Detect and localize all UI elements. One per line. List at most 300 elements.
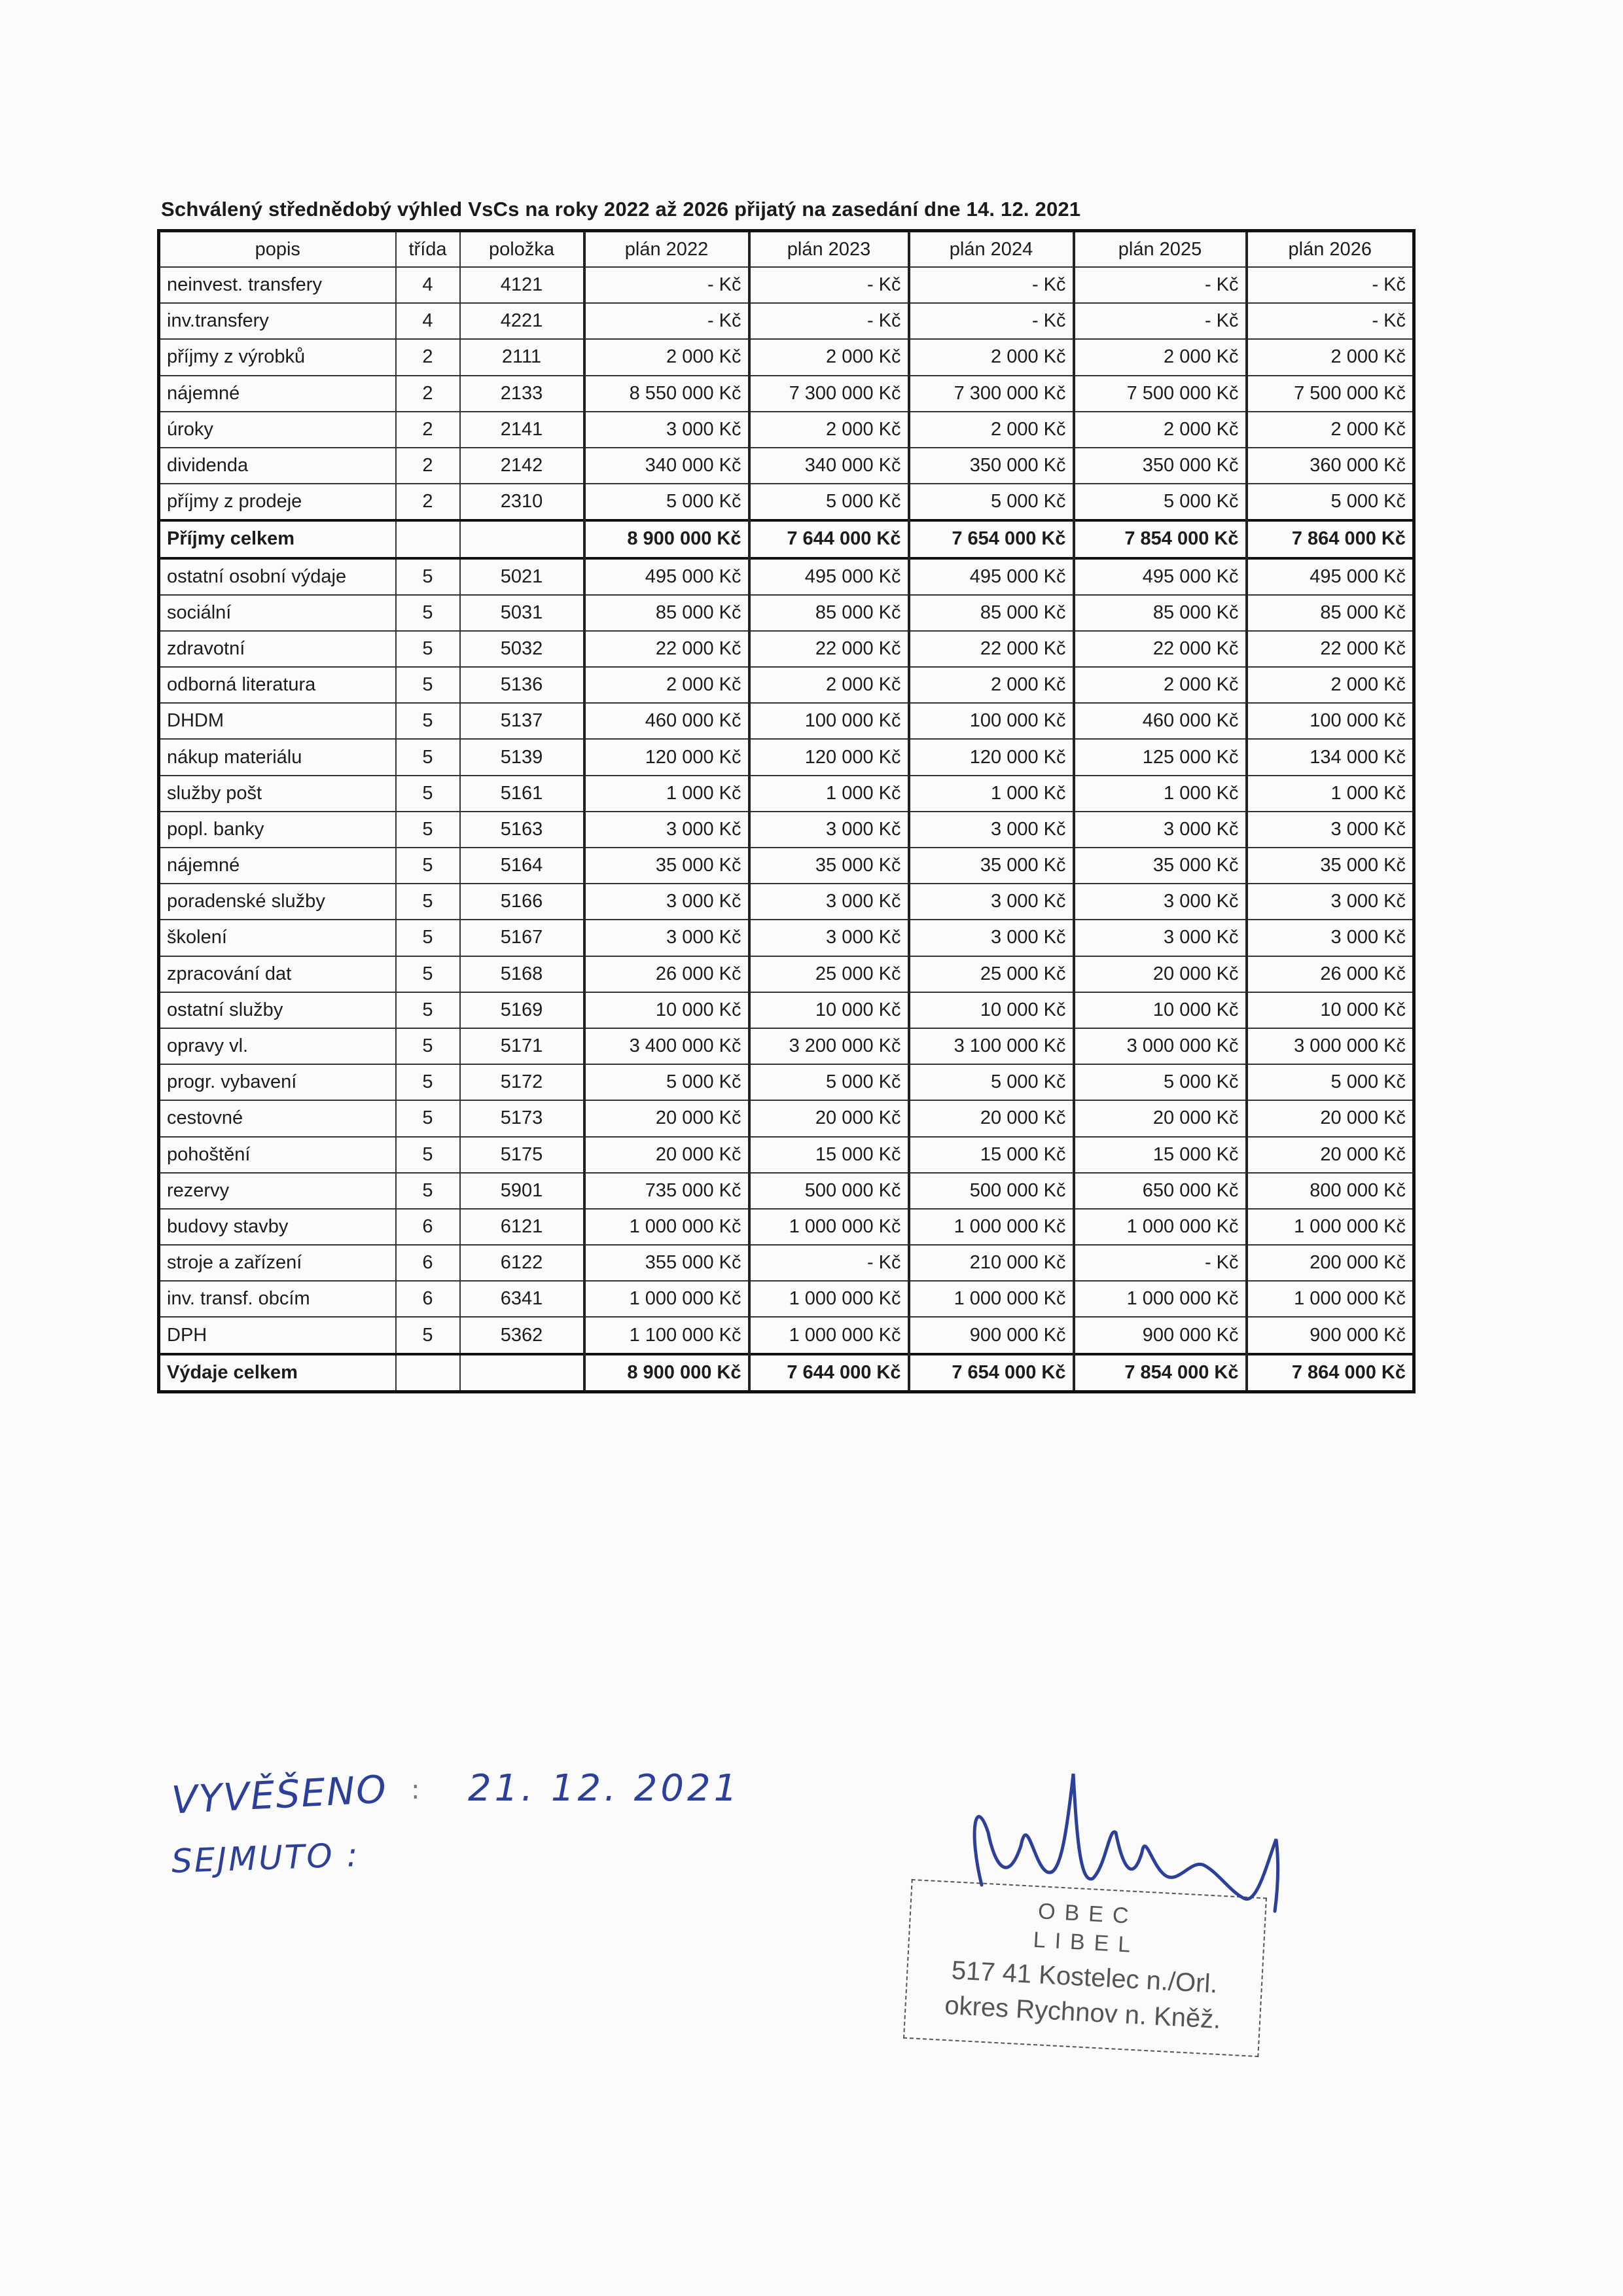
cell-plan-2026: 7 864 000 Kč [1247,1354,1414,1392]
cell-trida: 5 [396,848,460,884]
cell-plan-2024: 7 300 000 Kč [909,376,1074,412]
cell-trida: 2 [396,412,460,448]
cell-plan-2023: 22 000 Kč [749,631,909,667]
header-plan-2022: plán 2022 [584,231,749,268]
cell-plan-2026: 3 000 Kč [1247,884,1414,920]
cell-plan-2024: - Kč [909,303,1074,339]
cell-plan-2024: 7 654 000 Kč [909,520,1074,558]
cell-plan-2022: 1 100 000 Kč [584,1317,749,1354]
header-plan-2025: plán 2025 [1074,231,1247,268]
cell-popis: DPH [159,1317,396,1354]
cell-popis: odborná literatura [159,667,396,703]
cell-popis: příjmy z prodeje [159,484,396,520]
cell-trida: 5 [396,776,460,812]
header-popis: popis [159,231,396,268]
cell-plan-2026: 900 000 Kč [1247,1317,1414,1354]
cell-trida: 5 [396,1028,460,1064]
cell-plan-2024: 350 000 Kč [909,448,1074,484]
cell-plan-2023: 3 000 Kč [749,812,909,848]
cell-plan-2025: - Kč [1074,267,1247,303]
cell-polozka: 5173 [460,1100,584,1136]
cell-polozka: 5175 [460,1137,584,1173]
cell-trida: 5 [396,595,460,631]
cell-plan-2025: 2 000 Kč [1074,667,1247,703]
table-row [159,303,1414,339]
cell-trida: 5 [396,812,460,848]
cell-plan-2026: - Kč [1247,303,1414,339]
cell-plan-2023: 7 644 000 Kč [749,520,909,558]
table-row [159,595,1414,631]
cell-trida: 4 [396,303,460,339]
cell-plan-2023: 500 000 Kč [749,1173,909,1209]
cell-polozka: 5021 [460,558,584,595]
cell-plan-2025: 1 000 000 Kč [1074,1209,1247,1245]
cell-popis: nákup materiálu [159,739,396,775]
cell-polozka: 5137 [460,703,584,739]
cell-plan-2023: 2 000 Kč [749,339,909,375]
cell-popis: neinvest. transfery [159,267,396,303]
table-row [159,558,1414,595]
cell-plan-2026: - Kč [1247,267,1414,303]
cell-polozka: 5164 [460,848,584,884]
cell-popis: nájemné [159,848,396,884]
cell-plan-2022: 3 000 Kč [584,412,749,448]
handwritten-removed-label: SEJMUTO : [171,1836,361,1880]
cell-plan-2023: 7 300 000 Kč [749,376,909,412]
cell-plan-2024: 3 000 Kč [909,812,1074,848]
cell-plan-2026: 3 000 Kč [1247,812,1414,848]
cell-trida: 5 [396,1100,460,1136]
cell-popis: dividenda [159,448,396,484]
table-row [159,884,1414,920]
cell-plan-2025: 35 000 Kč [1074,848,1247,884]
cell-polozka: 5362 [460,1317,584,1354]
cell-plan-2025: 1 000 Kč [1074,776,1247,812]
cell-plan-2026: 35 000 Kč [1247,848,1414,884]
stamp-line-3: 517 41 Kostelec n./Orl. [950,1956,1219,1999]
cell-trida: 2 [396,448,460,484]
cell-plan-2022: 8 900 000 Kč [584,1354,749,1392]
cell-plan-2026: 800 000 Kč [1247,1173,1414,1209]
cell-plan-2025: 7 854 000 Kč [1074,520,1247,558]
cell-plan-2025: 85 000 Kč [1074,595,1247,631]
table-row [159,448,1414,484]
table-row [159,339,1414,375]
cell-plan-2024: 25 000 Kč [909,956,1074,992]
cell-plan-2024: 900 000 Kč [909,1317,1074,1354]
cell-plan-2022: 10 000 Kč [584,992,749,1028]
cell-plan-2025: 5 000 Kč [1074,1064,1247,1100]
cell-polozka: 5167 [460,920,584,956]
cell-trida: 4 [396,267,460,303]
handwritten-verified-label: VYVĚŠENO [170,1767,389,1823]
table-row [159,703,1414,739]
total-row [159,1354,1414,1392]
cell-plan-2025: 7 500 000 Kč [1074,376,1247,412]
cell-popis: budovy stavby [159,1209,396,1245]
cell-polozka: 2133 [460,376,584,412]
cell-polozka: 5169 [460,992,584,1028]
table-row [159,667,1414,703]
cell-popis: sociální [159,595,396,631]
cell-plan-2024: 100 000 Kč [909,703,1074,739]
cell-plan-2023: 10 000 Kč [749,992,909,1028]
cell-plan-2026: 360 000 Kč [1247,448,1414,484]
cell-plan-2022: 460 000 Kč [584,703,749,739]
cell-plan-2023: - Kč [749,267,909,303]
table-row [159,484,1414,520]
cell-popis: poradenské služby [159,884,396,920]
cell-plan-2026: 3 000 000 Kč [1247,1028,1414,1064]
cell-plan-2022: 3 400 000 Kč [584,1028,749,1064]
cell-plan-2022: 2 000 Kč [584,339,749,375]
header-trida: třída [396,231,460,268]
table-row [159,739,1414,775]
cell-plan-2025: 2 000 Kč [1074,412,1247,448]
cell-plan-2023: 2 000 Kč [749,412,909,448]
cell-plan-2023: 35 000 Kč [749,848,909,884]
header-plan-2026: plán 2026 [1247,231,1414,268]
cell-plan-2023: 7 644 000 Kč [749,1354,909,1392]
cell-plan-2022: 5 000 Kč [584,484,749,520]
cell-plan-2025: 10 000 Kč [1074,992,1247,1028]
cell-popis: opravy vl. [159,1028,396,1064]
cell-polozka: 6341 [460,1281,584,1317]
cell-polozka: 5166 [460,884,584,920]
cell-plan-2022: 8 550 000 Kč [584,376,749,412]
cell-plan-2025: 22 000 Kč [1074,631,1247,667]
cell-popis: DHDM [159,703,396,739]
cell-plan-2025: 495 000 Kč [1074,558,1247,595]
cell-trida: 6 [396,1209,460,1245]
cell-popis: inv.transfery [159,303,396,339]
cell-plan-2022: 85 000 Kč [584,595,749,631]
cell-plan-2026: 22 000 Kč [1247,631,1414,667]
cell-plan-2026: 3 000 Kč [1247,920,1414,956]
cell-plan-2026: 1 000 000 Kč [1247,1209,1414,1245]
budget-table-body [159,267,1414,1391]
cell-polozka: 5032 [460,631,584,667]
table-row [159,776,1414,812]
table-row [159,1064,1414,1100]
cell-plan-2023: - Kč [749,303,909,339]
table-row [159,1028,1414,1064]
cell-polozka: 5172 [460,1064,584,1100]
cell-plan-2022: 26 000 Kč [584,956,749,992]
cell-plan-2025: 3 000 Kč [1074,884,1247,920]
cell-plan-2022: 20 000 Kč [584,1137,749,1173]
cell-polozka: 5163 [460,812,584,848]
table-row [159,956,1414,992]
cell-polozka: 5139 [460,739,584,775]
cell-plan-2023: 495 000 Kč [749,558,909,595]
cell-trida [396,520,460,558]
cell-plan-2024: 2 000 Kč [909,339,1074,375]
cell-plan-2023: 1 000 000 Kč [749,1281,909,1317]
cell-plan-2023: - Kč [749,1245,909,1281]
cell-polozka: 5031 [460,595,584,631]
cell-plan-2024: 35 000 Kč [909,848,1074,884]
cell-popis: Výdaje celkem [159,1354,396,1392]
header-polozka: položka [460,231,584,268]
header-plan-2023: plán 2023 [749,231,909,268]
cell-plan-2022: 355 000 Kč [584,1245,749,1281]
cell-plan-2026: 200 000 Kč [1247,1245,1414,1281]
cell-plan-2025: - Kč [1074,1245,1247,1281]
cell-trida: 5 [396,1173,460,1209]
cell-plan-2024: 7 654 000 Kč [909,1354,1074,1392]
cell-polozka: 6121 [460,1209,584,1245]
cell-popis: příjmy z výrobků [159,339,396,375]
cell-plan-2024: 5 000 Kč [909,484,1074,520]
cell-polozka: 5901 [460,1173,584,1209]
cell-plan-2026: 5 000 Kč [1247,484,1414,520]
cell-plan-2024: 85 000 Kč [909,595,1074,631]
cell-plan-2026: 20 000 Kč [1247,1100,1414,1136]
cell-plan-2022: 1 000 000 Kč [584,1209,749,1245]
cell-popis: progr. vybavení [159,1064,396,1100]
cell-polozka: 4221 [460,303,584,339]
header-plan-2024: plán 2024 [909,231,1074,268]
cell-plan-2024: 22 000 Kč [909,631,1074,667]
cell-plan-2022: 495 000 Kč [584,558,749,595]
cell-trida: 5 [396,667,460,703]
cell-plan-2024: 2 000 Kč [909,667,1074,703]
cell-trida: 5 [396,992,460,1028]
cell-plan-2026: 495 000 Kč [1247,558,1414,595]
cell-trida: 2 [396,376,460,412]
cell-plan-2025: 20 000 Kč [1074,1100,1247,1136]
cell-plan-2025: 900 000 Kč [1074,1317,1247,1354]
cell-plan-2022: 2 000 Kč [584,667,749,703]
cell-plan-2022: 22 000 Kč [584,631,749,667]
cell-plan-2024: 210 000 Kč [909,1245,1074,1281]
cell-plan-2025: 20 000 Kč [1074,956,1247,992]
table-row [159,812,1414,848]
cell-plan-2026: 2 000 Kč [1247,667,1414,703]
table-row [159,1100,1414,1136]
cell-plan-2022: 35 000 Kč [584,848,749,884]
cell-plan-2026: 26 000 Kč [1247,956,1414,992]
cell-plan-2022: 20 000 Kč [584,1100,749,1136]
cell-plan-2025: 2 000 Kč [1074,339,1247,375]
cell-plan-2026: 85 000 Kč [1247,595,1414,631]
stamp-line-1: OBEC [1037,1899,1139,1929]
table-row [159,1245,1414,1281]
cell-plan-2022: 3 000 Kč [584,920,749,956]
cell-plan-2025: 3 000 000 Kč [1074,1028,1247,1064]
cell-plan-2022: 120 000 Kč [584,739,749,775]
cell-plan-2022: 735 000 Kč [584,1173,749,1209]
cell-plan-2022: 3 000 Kč [584,812,749,848]
cell-trida: 2 [396,339,460,375]
table-row [159,412,1414,448]
cell-plan-2023: 1 000 Kč [749,776,909,812]
cell-plan-2025: 3 000 Kč [1074,812,1247,848]
document-title: Schválený střednědobý výhled VsCs na roky 2022 až 2026 přijatý na zasedání dne 14. 12. 2021 [161,198,1081,221]
cell-plan-2023: 340 000 Kč [749,448,909,484]
cell-plan-2024: 2 000 Kč [909,412,1074,448]
cell-plan-2024: 20 000 Kč [909,1100,1074,1136]
cell-plan-2026: 2 000 Kč [1247,412,1414,448]
cell-plan-2022: 340 000 Kč [584,448,749,484]
cell-plan-2024: 10 000 Kč [909,992,1074,1028]
cell-plan-2022: - Kč [584,303,749,339]
cell-trida: 5 [396,1064,460,1100]
cell-plan-2023: 20 000 Kč [749,1100,909,1136]
cell-plan-2023: 5 000 Kč [749,1064,909,1100]
cell-plan-2024: 1 000 000 Kč [909,1281,1074,1317]
cell-trida: 5 [396,1317,460,1354]
cell-plan-2025: 460 000 Kč [1074,703,1247,739]
cell-plan-2025: 650 000 Kč [1074,1173,1247,1209]
cell-popis: stroje a zařízení [159,1245,396,1281]
cell-trida: 6 [396,1245,460,1281]
cell-trida: 5 [396,884,460,920]
cell-plan-2024: 3 000 Kč [909,920,1074,956]
cell-trida: 6 [396,1281,460,1317]
cell-plan-2025: 7 854 000 Kč [1074,1354,1247,1392]
cell-polozka: 2142 [460,448,584,484]
stamp-line-2: LIBEL [1032,1927,1141,1958]
budget-table [157,229,1416,1393]
cell-plan-2024: 3 000 Kč [909,884,1074,920]
cell-plan-2024: 15 000 Kč [909,1137,1074,1173]
stamp-line-4: okres Rychnov n. Kněž. [944,1990,1222,2034]
cell-plan-2024: 1 000 000 Kč [909,1209,1074,1245]
cell-trida [396,1354,460,1392]
cell-plan-2023: 15 000 Kč [749,1137,909,1173]
cell-plan-2025: 125 000 Kč [1074,739,1247,775]
cell-trida: 5 [396,703,460,739]
handwritten-colon: : [411,1775,420,1805]
handwritten-date: 21. 12. 2021 [468,1767,741,1810]
cell-popis: pohoštění [159,1137,396,1173]
table-row [159,848,1414,884]
cell-plan-2023: 3 000 Kč [749,920,909,956]
cell-plan-2023: 3 000 Kč [749,884,909,920]
cell-plan-2024: 1 000 Kč [909,776,1074,812]
cell-trida: 5 [396,1137,460,1173]
cell-plan-2023: 25 000 Kč [749,956,909,992]
cell-plan-2023: 5 000 Kč [749,484,909,520]
table-row [159,1209,1414,1245]
cell-popis: zpracování dat [159,956,396,992]
cell-plan-2022: 5 000 Kč [584,1064,749,1100]
cell-popis: zdravotní [159,631,396,667]
cell-plan-2022: 1 000 000 Kč [584,1281,749,1317]
cell-polozka: 5168 [460,956,584,992]
cell-plan-2026: 10 000 Kč [1247,992,1414,1028]
cell-plan-2022: - Kč [584,267,749,303]
cell-popis: inv. transf. obcím [159,1281,396,1317]
cell-trida: 5 [396,956,460,992]
cell-plan-2025: 15 000 Kč [1074,1137,1247,1173]
cell-polozka: 5136 [460,667,584,703]
cell-polozka: 5161 [460,776,584,812]
table-row [159,631,1414,667]
cell-popis: ostatní služby [159,992,396,1028]
cell-plan-2023: 120 000 Kč [749,739,909,775]
cell-plan-2026: 2 000 Kč [1247,339,1414,375]
cell-plan-2023: 100 000 Kč [749,703,909,739]
cell-plan-2025: 3 000 Kč [1074,920,1247,956]
cell-popis: úroky [159,412,396,448]
cell-plan-2024: - Kč [909,267,1074,303]
cell-plan-2026: 7 500 000 Kč [1247,376,1414,412]
cell-plan-2025: 5 000 Kč [1074,484,1247,520]
cell-trida: 2 [396,484,460,520]
table-row [159,1137,1414,1173]
cell-trida: 5 [396,558,460,595]
cell-popis: služby pošt [159,776,396,812]
table-row [159,1281,1414,1317]
cell-plan-2024: 495 000 Kč [909,558,1074,595]
cell-popis: Příjmy celkem [159,520,396,558]
cell-plan-2022: 8 900 000 Kč [584,520,749,558]
handwritten-signature [955,1734,1322,1931]
cell-plan-2024: 5 000 Kč [909,1064,1074,1100]
cell-plan-2023: 85 000 Kč [749,595,909,631]
cell-plan-2024: 120 000 Kč [909,739,1074,775]
cell-plan-2026: 1 000 000 Kč [1247,1281,1414,1317]
cell-polozka: 4121 [460,267,584,303]
cell-plan-2024: 500 000 Kč [909,1173,1074,1209]
cell-plan-2023: 1 000 000 Kč [749,1209,909,1245]
cell-plan-2025: 350 000 Kč [1074,448,1247,484]
cell-plan-2023: 2 000 Kč [749,667,909,703]
cell-plan-2026: 20 000 Kč [1247,1137,1414,1173]
table-row [159,376,1414,412]
cell-polozka: 5171 [460,1028,584,1064]
table-row [159,267,1414,303]
table-row [159,1173,1414,1209]
table-header-row [159,231,1414,268]
cell-plan-2022: 3 000 Kč [584,884,749,920]
cell-trida: 5 [396,920,460,956]
table-row [159,920,1414,956]
cell-popis: ostatní osobní výdaje [159,558,396,595]
cell-plan-2023: 3 200 000 Kč [749,1028,909,1064]
cell-polozka: 6122 [460,1245,584,1281]
cell-trida: 5 [396,631,460,667]
cell-popis: popl. banky [159,812,396,848]
table-row [159,992,1414,1028]
table-row [159,1317,1414,1354]
cell-popis: školení [159,920,396,956]
cell-plan-2025: 1 000 000 Kč [1074,1281,1247,1317]
cell-plan-2025: - Kč [1074,303,1247,339]
cell-plan-2022: 1 000 Kč [584,776,749,812]
cell-plan-2023: 1 000 000 Kč [749,1317,909,1354]
cell-plan-2026: 7 864 000 Kč [1247,520,1414,558]
cell-plan-2026: 100 000 Kč [1247,703,1414,739]
cell-polozka: 2141 [460,412,584,448]
total-row [159,520,1414,558]
cell-plan-2026: 1 000 Kč [1247,776,1414,812]
cell-plan-2024: 3 100 000 Kč [909,1028,1074,1064]
cell-popis: cestovné [159,1100,396,1136]
cell-polozka [460,1354,584,1392]
cell-plan-2026: 5 000 Kč [1247,1064,1414,1100]
cell-polozka: 2310 [460,484,584,520]
cell-plan-2026: 134 000 Kč [1247,739,1414,775]
cell-polozka [460,520,584,558]
cell-popis: rezervy [159,1173,396,1209]
cell-popis: nájemné [159,376,396,412]
cell-trida: 5 [396,739,460,775]
cell-polozka: 2111 [460,339,584,375]
